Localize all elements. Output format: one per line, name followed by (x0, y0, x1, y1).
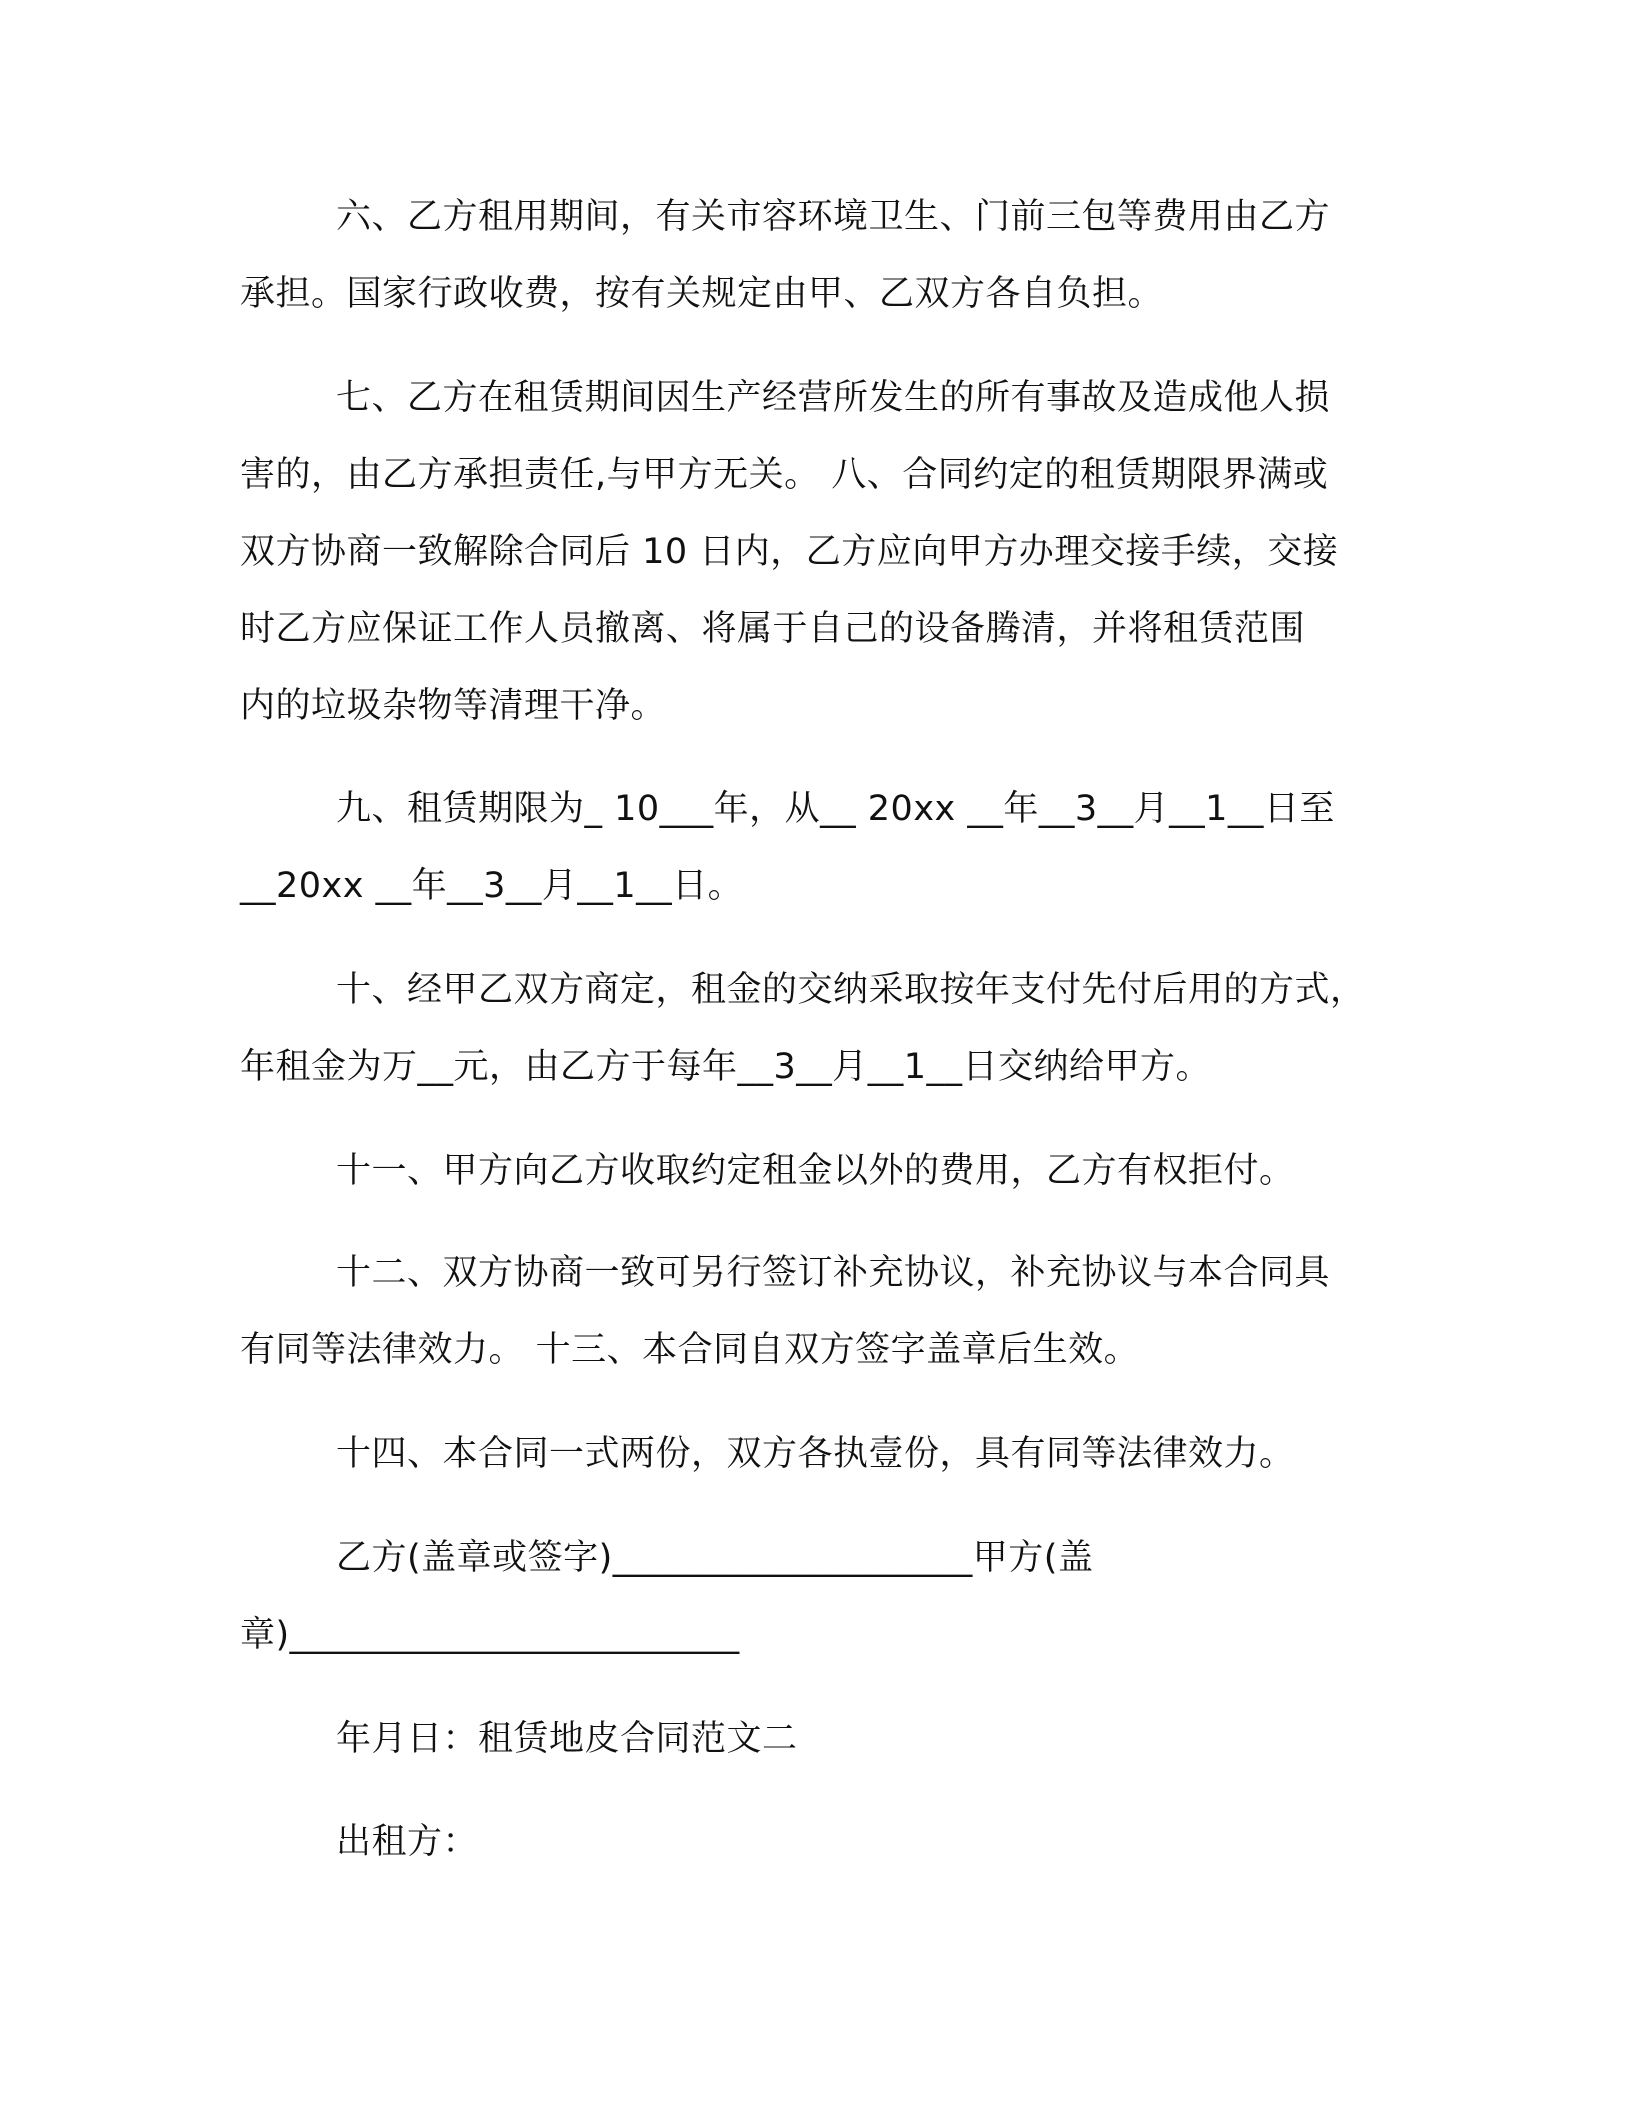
text-line: 年月日：租赁地皮合同范文二 (336, 1719, 798, 1759)
text-line: 害的，由乙方承担责任,与甲方无关。 八、合同约定的租赁期限界满或 (240, 455, 1329, 495)
text-line: 十二、双方协商一致可另行签订补充协议，补充协议与本合同具 (336, 1253, 1331, 1293)
text-line: 九、租赁期限为_ 10___年，从__ 20xx __年__3__月__1__日至 (336, 789, 1335, 829)
text-line: 出租方： (336, 1822, 479, 1862)
text-line: 七、乙方在租赁期间因生产经营所发生的所有事故及造成他人损 (336, 378, 1331, 418)
text-line: 十一、甲方向乙方收取约定租金以外的费用，乙方有权拒付。 (336, 1151, 1295, 1191)
text-line: 双方协商一致解除合同后 10 日内，乙方应向甲方办理交接手续，交接 (240, 532, 1339, 572)
text-line: 乙方(盖章或签字)____________________甲方(盖 (336, 1538, 1094, 1578)
text-line: 六、乙方租用期间，有关市容环境卫生、门前三包等费用由乙方 (336, 197, 1331, 237)
text-line: 年租金为万__元，由乙方于每年__3__月__1__日交纳给甲方。 (240, 1047, 1212, 1087)
text-line: 章)_________________________ (240, 1615, 740, 1655)
text-line: __20xx __年__3__月__1__日。 (240, 866, 744, 906)
text-line: 承担。国家行政收费，按有关规定由甲、乙双方各自负担。 (240, 274, 1164, 314)
text-line: 时乙方应保证工作人员撤离、将属于自己的设备腾清，并将租赁范围 (240, 609, 1306, 649)
text-line: 内的垃圾杂物等清理干净。 (240, 686, 667, 726)
text-line: 十四、本合同一式两份，双方各执壹份，具有同等法律效力。 (336, 1434, 1295, 1474)
text-line: 有同等法律效力。 十三、本合同自双方签字盖章后生效。 (240, 1330, 1140, 1370)
text-line: 十、经甲乙双方商定，租金的交纳采取按年支付先付后用的方式， (336, 970, 1366, 1010)
